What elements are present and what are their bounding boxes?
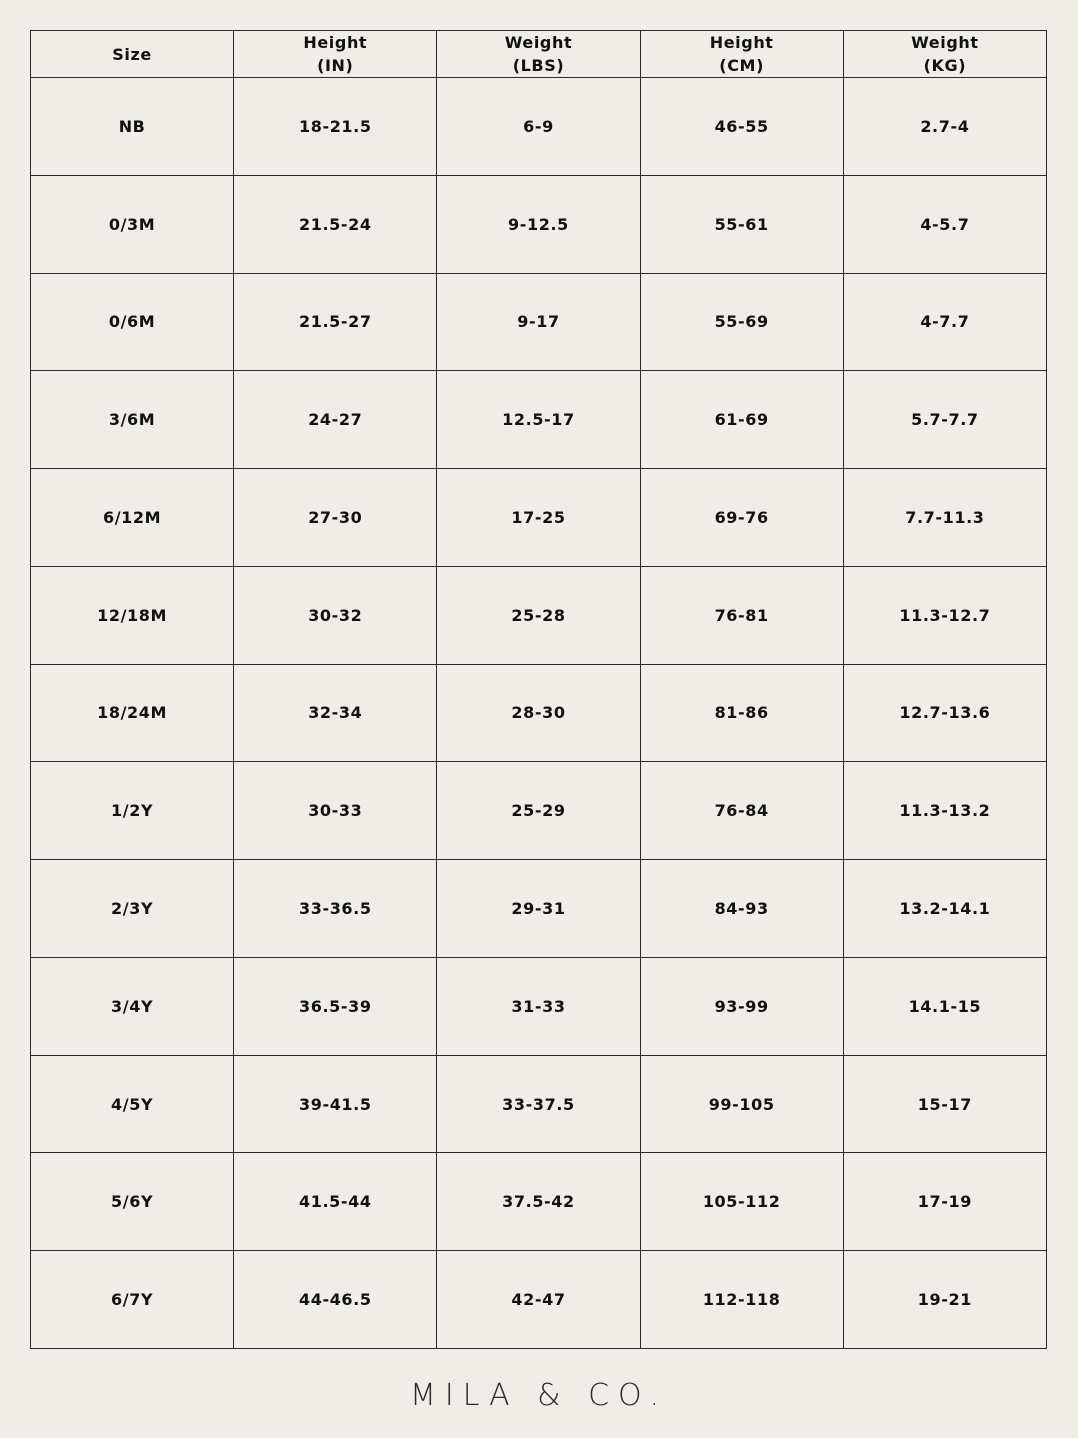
header-row [31, 31, 1047, 78]
table-cell-height-cm: 112-118 [640, 1251, 843, 1349]
table-cell-weight-kg: 4-5.7 [843, 175, 1046, 273]
table-row [31, 175, 1047, 273]
table-cell-weight-kg: 2.7-4 [843, 78, 1046, 176]
table-cell-height-cm: 93-99 [640, 957, 843, 1055]
table-row [31, 469, 1047, 567]
table-cell-size: 2/3Y [31, 860, 234, 958]
table-cell-size: 6/12M [31, 469, 234, 567]
table-cell-height-in: 18-21.5 [234, 78, 437, 176]
table-cell-weight-kg: 5.7-7.7 [843, 371, 1046, 469]
size-chart-header [31, 31, 1047, 78]
table-cell-height-in: 27-30 [234, 469, 437, 567]
table-cell-size: 3/6M [31, 371, 234, 469]
table-row [31, 371, 1047, 469]
column-header-height-cm [640, 31, 843, 78]
table-cell-size: 4/5Y [31, 1055, 234, 1153]
table-cell-weight-lbs: 17-25 [437, 469, 640, 567]
table-cell-height-cm: 84-93 [640, 860, 843, 958]
size-chart-table [30, 30, 1047, 1349]
table-cell-height-in: 41.5-44 [234, 1153, 437, 1251]
table-cell-height-cm: 61-69 [640, 371, 843, 469]
table-cell-height-cm: 99-105 [640, 1055, 843, 1153]
table-cell-weight-lbs: 25-29 [437, 762, 640, 860]
table-cell-weight-kg: 13.2-14.1 [843, 860, 1046, 958]
table-cell-height-cm: 46-55 [640, 78, 843, 176]
table-cell-size: 6/7Y [31, 1251, 234, 1349]
table-cell-weight-kg: 15-17 [843, 1055, 1046, 1153]
column-header-line: Size [112, 44, 152, 64]
table-cell-weight-kg: 19-21 [843, 1251, 1046, 1349]
table-cell-weight-lbs: 29-31 [437, 860, 640, 958]
column-header-line: (IN) [317, 56, 354, 75]
table-cell-height-in: 30-33 [234, 762, 437, 860]
table-row [31, 762, 1047, 860]
column-header-weight-lbs [437, 31, 640, 78]
table-cell-weight-kg: 4-7.7 [843, 273, 1046, 371]
table-cell-weight-lbs: 6-9 [437, 78, 640, 176]
table-cell-height-cm: 55-61 [640, 175, 843, 273]
table-cell-height-in: 21.5-27 [234, 273, 437, 371]
column-header-line: Weight [911, 33, 979, 52]
table-cell-height-cm: 105-112 [640, 1153, 843, 1251]
table-cell-weight-lbs: 28-30 [437, 664, 640, 762]
table-cell-size: 18/24M [31, 664, 234, 762]
table-cell-weight-kg: 17-19 [843, 1153, 1046, 1251]
table-cell-size: 1/2Y [31, 762, 234, 860]
table-cell-size: 0/3M [31, 175, 234, 273]
table-cell-height-in: 33-36.5 [234, 860, 437, 958]
column-header-line: Height [303, 33, 368, 52]
column-header-height-in [234, 31, 437, 78]
table-cell-weight-lbs: 9-17 [437, 273, 640, 371]
table-cell-height-in: 32-34 [234, 664, 437, 762]
table-cell-weight-lbs: 9-12.5 [437, 175, 640, 273]
column-header-line: (LBS) [512, 56, 565, 75]
table-cell-weight-kg: 11.3-12.7 [843, 566, 1046, 664]
table-cell-height-cm: 81-86 [640, 664, 843, 762]
table-cell-height-cm: 76-84 [640, 762, 843, 860]
table-cell-height-in: 44-46.5 [234, 1251, 437, 1349]
size-chart-body [31, 78, 1047, 1349]
table-row [31, 664, 1047, 762]
table-row [31, 957, 1047, 1055]
table-cell-weight-kg: 7.7-11.3 [843, 469, 1046, 567]
table-cell-weight-lbs: 37.5-42 [437, 1153, 640, 1251]
table-cell-size: NB [31, 78, 234, 176]
table-cell-weight-kg: 14.1-15 [843, 957, 1046, 1055]
table-cell-weight-lbs: 42-47 [437, 1251, 640, 1349]
column-header-weight-kg [843, 31, 1046, 78]
table-cell-height-in: 24-27 [234, 371, 437, 469]
table-cell-weight-lbs: 33-37.5 [437, 1055, 640, 1153]
table-cell-size: 0/6M [31, 273, 234, 371]
table-cell-weight-lbs: 12.5-17 [437, 371, 640, 469]
table-cell-size: 12/18M [31, 566, 234, 664]
table-row [31, 1251, 1047, 1349]
brand-logo-text: MILA & CO. [409, 1378, 668, 1413]
table-row [31, 78, 1047, 176]
table-cell-weight-lbs: 25-28 [437, 566, 640, 664]
column-header-line: (CM) [719, 56, 764, 75]
table-cell-size: 5/6Y [31, 1153, 234, 1251]
table-cell-height-cm: 76-81 [640, 566, 843, 664]
table-cell-height-cm: 55-69 [640, 273, 843, 371]
table-row [31, 1055, 1047, 1153]
table-cell-height-in: 36.5-39 [234, 957, 437, 1055]
table-cell-weight-kg: 11.3-13.2 [843, 762, 1046, 860]
table-row [31, 566, 1047, 664]
column-header-line: Weight [504, 33, 573, 52]
table-cell-weight-kg: 12.7-13.6 [843, 664, 1046, 762]
table-cell-height-in: 21.5-24 [234, 175, 437, 273]
column-header-size [31, 31, 234, 78]
table-cell-size: 3/4Y [31, 957, 234, 1055]
table-cell-height-cm: 69-76 [640, 469, 843, 567]
column-header-line: Height [709, 33, 774, 52]
table-cell-height-in: 39-41.5 [234, 1055, 437, 1153]
table-cell-height-in: 30-32 [234, 566, 437, 664]
table-row [31, 1153, 1047, 1251]
table-row [31, 860, 1047, 958]
column-header-line: (KG) [923, 56, 967, 75]
table-cell-weight-lbs: 31-33 [437, 957, 640, 1055]
table-row [31, 273, 1047, 371]
